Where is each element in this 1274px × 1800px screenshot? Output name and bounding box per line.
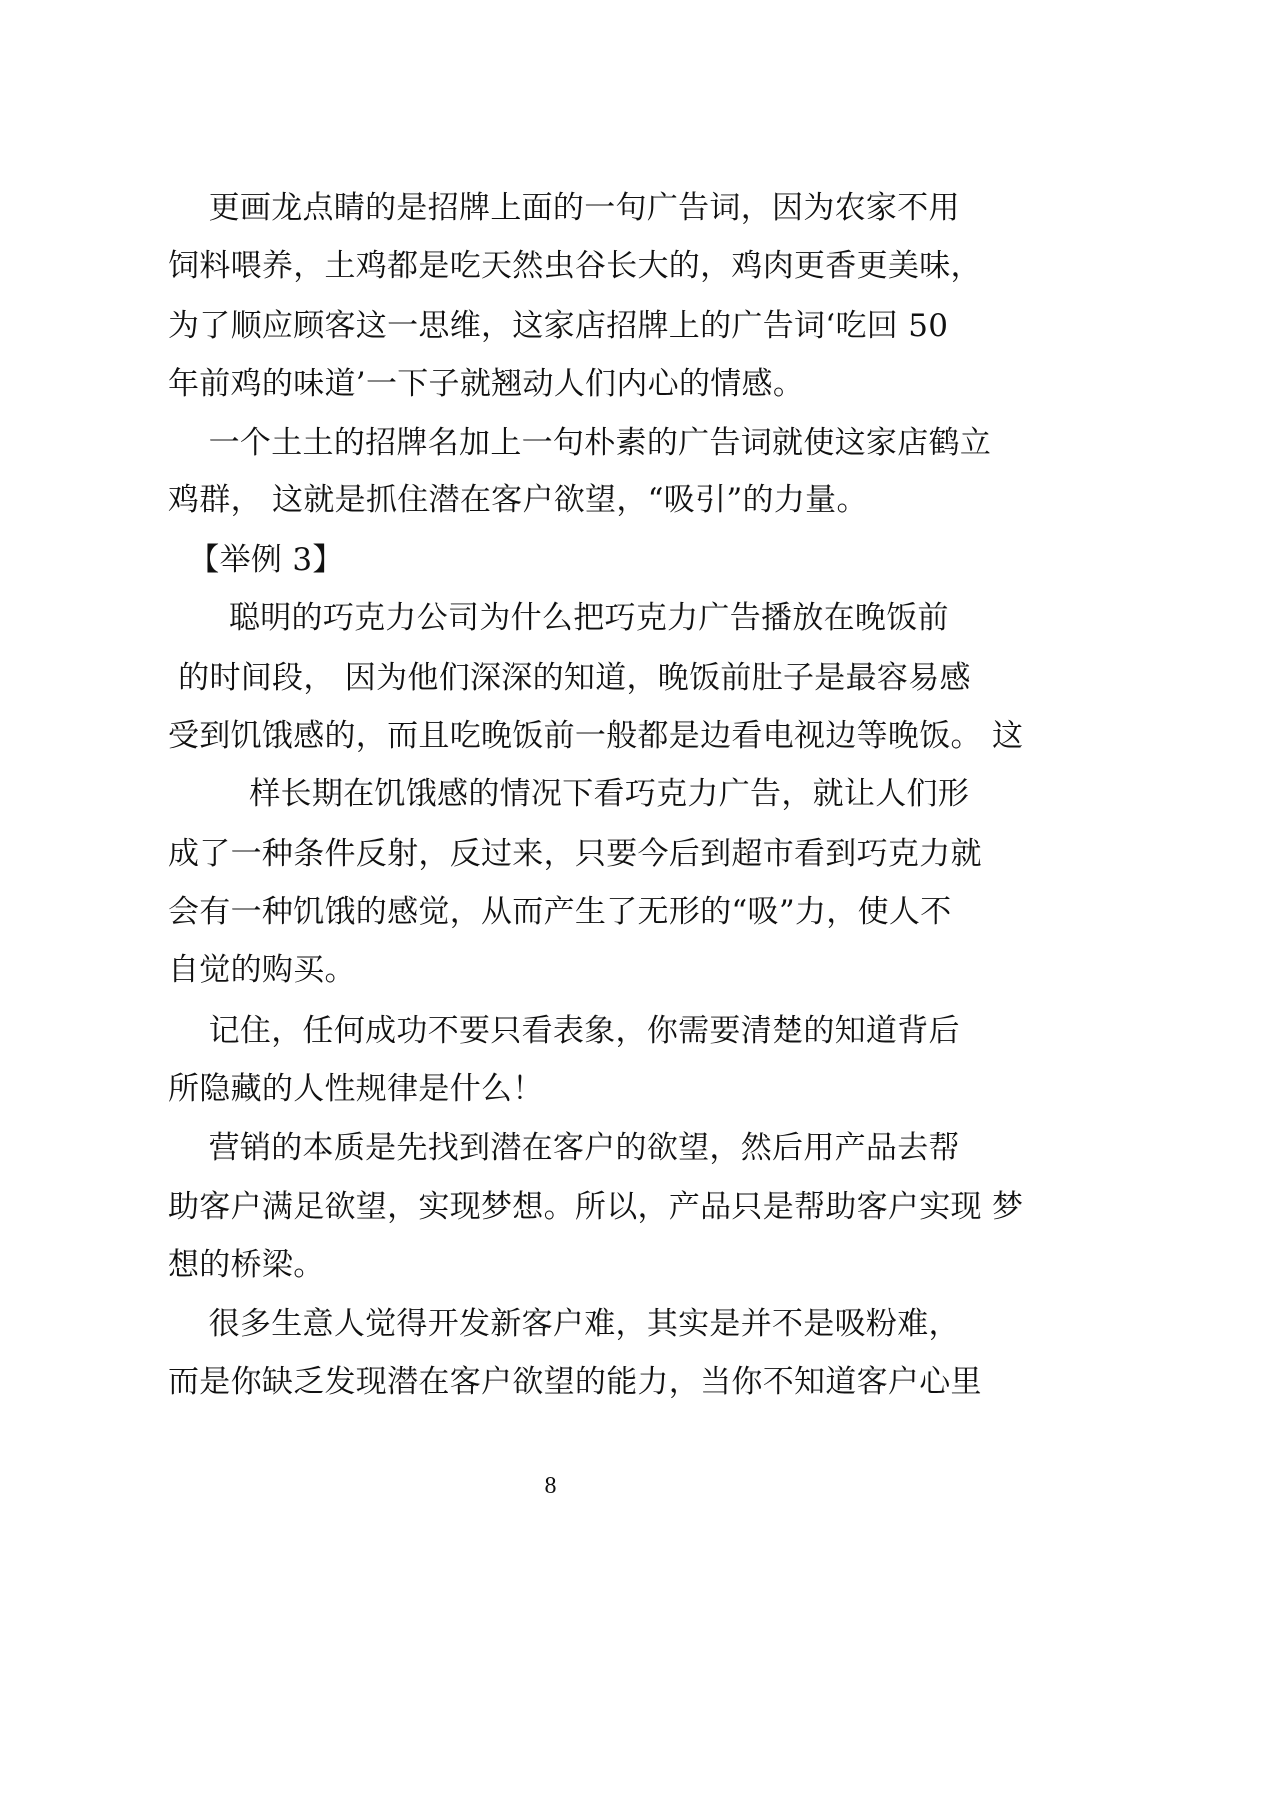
text-line: 记住，任何成功不要只看表象，你需要清楚的知道背后 [168,1013,960,1049]
text-line: 很多生意人觉得开发新客户难，其实是并不是吸粉难， [168,1306,960,1342]
text-line: 更画龙点睛的是招牌上面的一句广告词，因为农家不用 [168,190,960,226]
page-number: 8 [544,1473,557,1499]
text-line: 想的桥梁。 [168,1247,325,1283]
text-line: 助客户满足欲望，实现梦想。所以，产品只是帮助客户实现 梦 [168,1189,1024,1225]
text-line: 会有一种饥饿的感觉，从而产生了无形的“吸”力，使人不 [168,894,952,930]
text-line: 成了一种条件反射，反过来，只要今后到超市看到巧克力就 [168,836,982,872]
text-line: 鸡群， 这就是抓住潜在客户欲望，“吸引”的力量。 [168,482,868,518]
text-line: 所隐藏的人性规律是什么！ [168,1071,544,1107]
text-line: 一个土土的招牌名加上一句朴素的广告词就使这家店鹤立 [168,425,992,461]
text-line: 受到饥饿感的，而且吃晚饭前一般都是边看电视边等晚饭。 这 [168,718,1024,754]
text-line: 聪明的巧克力公司为什么把巧克力广告播放在晚饭前 [168,600,949,636]
text-line: 自觉的购买。 [168,952,356,988]
text-line: 为了顺应顾客这一思维，这家店招牌上的广告词‘吃回 50 [168,308,949,344]
example-heading: 【举例 3】 [168,542,344,578]
text-line: 年前鸡的味道’一下子就翘动人们内心的情感。 [168,366,805,402]
text-line: 而是你缺乏发现潜在客户欲望的能力，当你不知道客户心里 [168,1364,982,1400]
text-line: 营销的本质是先找到潜在客户的欲望，然后用产品去帮 [168,1130,960,1166]
text-line: 的时间段， 因为他们深深的知道，晚饭前肚子是最容易感 [168,660,971,696]
text-line: 样长期在饥饿感的情况下看巧克力广告，就让人们形 [168,776,970,812]
text-line: 饲料喂养，土鸡都是吃天然虫谷长大的，鸡肉更香更美味， [168,248,982,284]
